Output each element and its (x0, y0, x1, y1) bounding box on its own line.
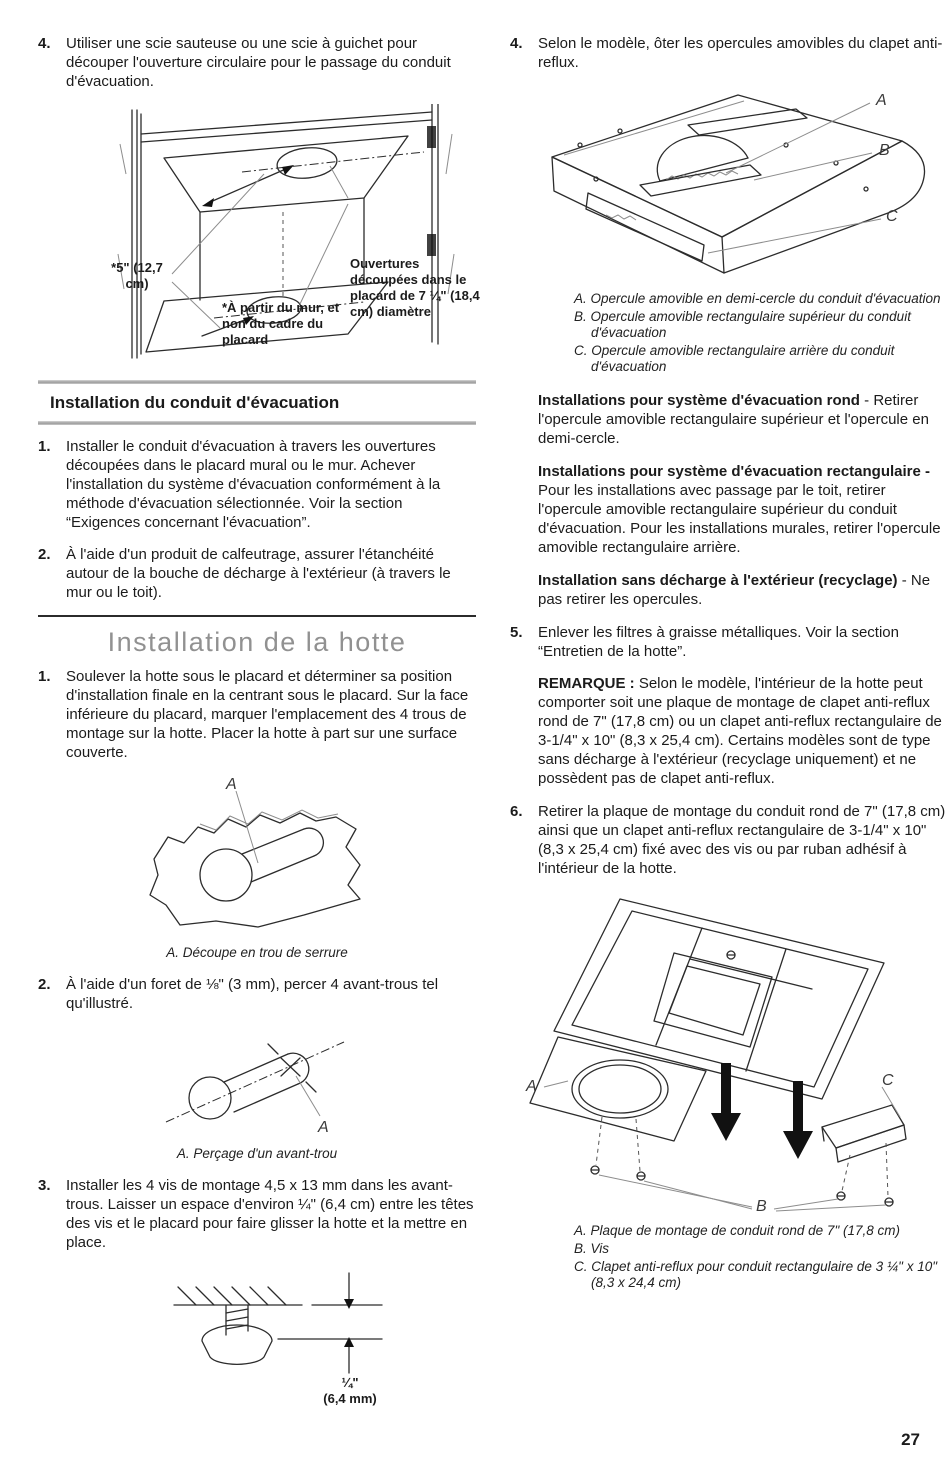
remark-note (538, 674, 948, 788)
pointer-c: C (886, 208, 898, 225)
pointer-a: A (318, 1119, 329, 1136)
item-text: À l'aide d'un produit de calfeutrage, assurer l'étanchéité autour de la bouche de décharge à l'extérieur (à travers le mur ou le toit). (66, 546, 451, 601)
item-number: 1. (38, 668, 51, 685)
list-item (38, 34, 476, 91)
section-divider (38, 615, 476, 617)
pointer-a: A (876, 92, 887, 109)
gap-fraction-label: ¼" (341, 1375, 359, 1390)
section-duct-title: Installation du conduit d'évacuation (50, 393, 340, 412)
list-item (38, 545, 476, 602)
pointer-c: C (882, 1072, 894, 1089)
pointer-a: A (226, 776, 237, 793)
item-text: Installer le conduit d'évacuation à travers les ouvertures découpées dans le placard mural ou le mur. Achever l'installation du système d'évacuation conformément à la méthode d'évacuation sélectionnée. Voir la section “Exigences concernant l'évacuation”. (66, 438, 441, 531)
offset-dimension-label: *5" (12,7 cm) (111, 260, 163, 291)
from-wall-note-label: *À partir du mur, et non du cadre du placard (222, 300, 340, 347)
item-number: 2. (38, 976, 51, 993)
section-hood-title: Installation de la hotte (107, 627, 407, 657)
pilot-hole-diagram (148, 1026, 368, 1144)
list-item (38, 667, 476, 762)
item-text: Retirer la plaque de montage du conduit rond de 7" (17,8 cm) ainsi que un clapet anti-reflux rectangulaire de 3-1/4" x 10" (8,3 x 25,4 cm) fixé avec des vis ou par ruban adhésif à l'intérieur de la hotte. (538, 803, 946, 877)
paragraph-text: Pour les installations avec passage par le toit, retirer l'opercule amovible rectangulaire supérieur du conduit d'évacuation. Pour les installations murales, retirer l'opercule amovible rectangulaire arrière. (538, 482, 941, 556)
left-column (38, 34, 480, 1415)
item-number: 4. (510, 35, 523, 52)
right-column (510, 34, 948, 1415)
paragraph-bold-lead: Installations pour système d'évacuation rectangulaire - (538, 463, 931, 480)
paragraph-text: - Retirer l'opercule amovible rectangulaire supérieur et l'opercule en demi-cercle. (538, 392, 929, 447)
list-item (510, 802, 948, 878)
pilot-hole-figure (148, 1026, 368, 1144)
caption-a: A. Opercule amovible en demi-cercle du conduit d'évacuation (574, 291, 941, 306)
caption-c: C. Clapet anti-reflux pour conduit rectangulaire de 3 ¼" x 10" (8,3 x 24,4 cm) (574, 1259, 938, 1290)
caption-b: B. Opercule amovible rectangulaire supérieur du conduit d'évacuation (574, 309, 911, 340)
list-item (38, 975, 476, 1013)
paragraph-round-system (538, 391, 948, 448)
keyhole-diagram (108, 775, 408, 943)
hood-knockouts-figure (536, 85, 946, 281)
paragraph-bold-lead: Installations pour système d'évacuation rond (538, 392, 860, 409)
hood-knockouts-diagram (536, 85, 946, 281)
item-text: Utiliser une scie sauteuse ou une scie à guichet pour découper l'ouverture circulaire pour le passage du conduit d'évacuation. (66, 35, 451, 90)
item-number: 2. (38, 546, 51, 563)
screw-gap-figure (144, 1265, 404, 1415)
cabinet-cutout-figure (102, 104, 512, 366)
caption-a: A. Plaque de montage de conduit rond de 7" (17,8 cm) (574, 1223, 900, 1238)
hood-knockouts-captions (574, 291, 948, 375)
keyhole-caption: A. Découpe en trou de serrure (166, 945, 348, 960)
item-number: 6. (510, 803, 523, 820)
keyhole-cutout-figure (108, 775, 408, 943)
caption-c: C. Opercule amovible rectangulaire arrière du conduit d'évacuation (574, 343, 895, 374)
item-number: 1. (38, 438, 51, 455)
openings-label: Ouvertures découpées dans le placard de 7 ¼" (18,4 cm) diamètre (350, 256, 480, 319)
list-item (510, 34, 948, 72)
pilot-hole-caption: A. Perçage d'un avant-trou (176, 1146, 338, 1161)
item-text: À l'aide d'un foret de ⅛" (3 mm), percer 4 avant-trous tel qu'illustré. (66, 976, 439, 1012)
hood-plate-removal-diagram (524, 891, 934, 1213)
caption-b: B. Vis (574, 1241, 610, 1256)
paragraph-bold-lead: Installation sans décharge à l'extérieur (recyclage) (538, 572, 898, 589)
paragraph-text: - Ne pas retirer les opercules. (538, 572, 931, 608)
item-number: 3. (38, 1177, 51, 1194)
gap-mm-label: (6,4 mm) (323, 1391, 377, 1406)
paragraph-rect-system (538, 462, 948, 557)
remark-text: Selon le modèle, l'intérieur de la hotte peut comporter soit une plaque de montage de clapet anti-reflux rond de 7" (17,8 cm) ou un clapet anti-reflux rectangulaire de 3-1/4" x 10" (8,3 x 25,4 cm). Certains modèles sont de type sans décharge à l'extérieur (recyclage uniquement) et ne possèdent pas de clapet anti-reflux. (538, 675, 942, 787)
pointer-a: A (526, 1078, 537, 1095)
item-number: 5. (510, 624, 523, 641)
item-text: Enlever les filtres à graisse métalliques. Voir la section “Entretien de la hotte”. (538, 624, 899, 660)
remark-bold-lead: REMARQUE : (538, 675, 635, 692)
list-item (38, 1176, 476, 1252)
list-item (510, 623, 948, 661)
section-duct (38, 380, 476, 425)
section-rule-bottom (38, 421, 476, 425)
hood-plate-captions (574, 1223, 948, 1291)
pointer-b: B (879, 142, 890, 159)
list-item (38, 437, 476, 532)
item-number: 4. (38, 35, 51, 52)
hood-plate-removal-figure (524, 891, 934, 1213)
item-text: Selon le modèle, ôter les opercules amovibles du clapet anti-reflux. (538, 35, 943, 71)
page-number: 27 (901, 1430, 920, 1449)
paragraph-recirculating (538, 571, 948, 609)
item-text: Installer les 4 vis de montage 4,5 x 13 mm dans les avant-trous. Laisser un espace d'environ ¼" (6,4 cm) entre les têtes des vis et le placard pour faire glisser la hotte et la mettre en place. (66, 1177, 474, 1251)
pointer-b: B (756, 1198, 767, 1215)
item-text: Soulever la hotte sous le placard et déterminer sa position d'installation finale en la centrant sous le placard. Sur la face inférieure du placard, marquer l'emplacement des 4 trous de montage sur la hotte. Placer la hotte à part sur une surface couverte. (66, 668, 469, 761)
